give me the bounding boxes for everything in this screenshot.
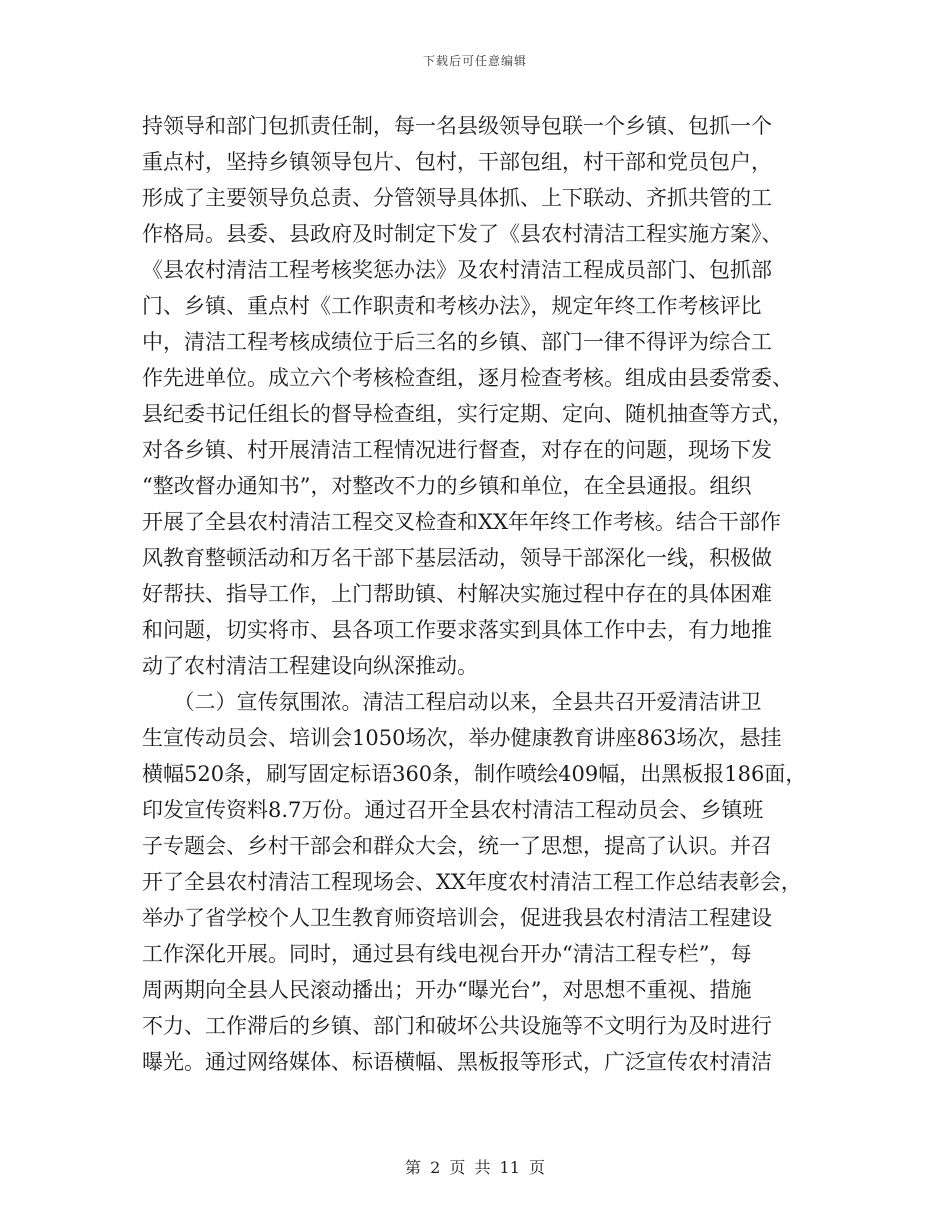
body-line: 和问题，切实将市、县各项工作要求落实到具体工作中去，有力地推 — [142, 618, 772, 642]
body-line: 门、乡镇、重点村《工作职责和考核办法》，规定年终工作考核评比 — [142, 294, 762, 318]
body-line: 印发宣传资料8.7万份。通过召开全县农村清洁工程动员会、乡镇班 — [142, 798, 764, 822]
body-line: “整改督办通知书”，对整改不力的乡镇和单位，在全县通报。组织 — [142, 474, 752, 498]
document-body — [142, 108, 822, 1080]
body-line: 对各乡镇、村开展清洁工程情况进行督查，对存在的问题，现场下发 — [142, 438, 772, 462]
body-line: 好帮扶、指导工作，上门帮助镇、村解决实施过程中存在的具体困难 — [142, 582, 772, 606]
body-line: 风教育整顿活动和万名干部下基层活动，领导干部深化一线，积极做 — [142, 546, 772, 570]
body-line: 曝光。通过网络媒体、标语横幅、黑板报等形式，广泛宣传农村清洁 — [142, 1050, 772, 1074]
body-line: 子专题会、乡村干部会和群众大会，统一了思想，提高了认识。并召 — [142, 834, 772, 858]
body-line: 作先进单位。成立六个考核检查组，逐月检查考核。组成由县委常委、 — [142, 366, 793, 390]
body-line: 周两期向全县人民滚动播出；开办“曝光台”，对思想不重视、措施 — [142, 978, 752, 1002]
body-line: 中，清洁工程考核成绩位于后三名的乡镇、部门一律不得评为综合工 — [142, 330, 772, 354]
body-line: 形成了主要领导负总责、分管领导具体抓、上下联动、齐抓共管的工 — [142, 186, 772, 210]
page-footer: 第 2 页 共 11 页 — [405, 1158, 545, 1177]
body-line: 工作深化开展。同时，通过县有线电视台开办“清洁工程专栏”，每 — [142, 942, 752, 966]
body-line: 县纪委书记任组长的督导检查组，实行定期、定向、随机抽查等方式， — [142, 402, 793, 426]
body-line: 作格局。县委、县政府及时制定下发了《县农村清洁工程实施方案》、 — [142, 222, 783, 246]
body-line: 《县农村清洁工程考核奖惩办法》及农村清洁工程成员部门、包抓部 — [142, 258, 772, 282]
body-line: 横幅520条，刷写固定标语360条，制作喷绘409幅，出黑板报186面， — [142, 762, 807, 786]
body-line: 不力、工作滞后的乡镇、部门和破坏公共设施等不文明行为及时进行 — [142, 1014, 772, 1038]
body-line: 开了全县农村清洁工程现场会、XX年度农村清洁工程工作总结表彰会， — [142, 870, 802, 894]
body-line: 重点村，坚持乡镇领导包片、包村，干部包组，村干部和党员包户， — [142, 150, 772, 174]
body-line: 举办了省学校个人卫生教育师资培训会，促进我县农村清洁工程建设 — [142, 906, 772, 930]
body-line: 开展了全县农村清洁工程交叉检查和XX年年终工作考核。结合干部作 — [142, 510, 781, 534]
body-line: 动了农村清洁工程建设向纵深推动。 — [142, 654, 478, 678]
body-line: （二）宣传氛围浓。清洁工程启动以来，全县共召开爱清洁讲卫 — [142, 690, 762, 714]
body-line: 生宣传动员会、培训会1050场次，举办健康教育讲座863场次，悬挂 — [142, 726, 782, 750]
page-header: 下载后可任意编辑 — [422, 54, 527, 68]
body-line: 持领导和部门包抓责任制，每一名县级领导包联一个乡镇、包抓一个 — [142, 114, 772, 138]
